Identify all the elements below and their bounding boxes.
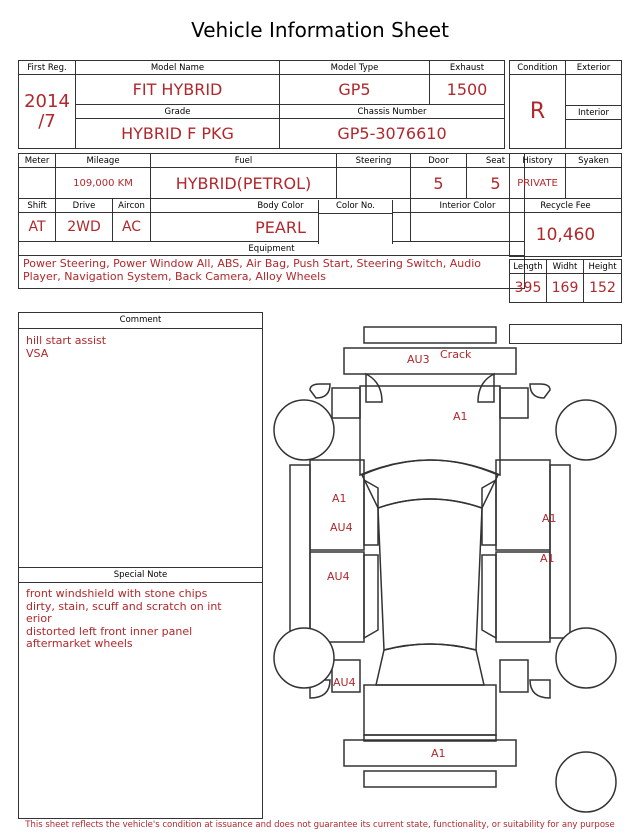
left-rear-door: [310, 552, 364, 642]
color-no-label: Color No.: [319, 200, 392, 214]
model-type-label: Model Type: [280, 61, 430, 75]
first-reg-month: /7: [38, 110, 56, 132]
length-label: Length: [510, 260, 547, 274]
shift-label: Shift: [19, 199, 56, 213]
comment-text: hill start assist VSA: [26, 334, 107, 360]
seat-value: 5: [467, 168, 525, 199]
interior-color-label: Interior Color: [411, 199, 525, 213]
height-label: Height: [584, 260, 622, 274]
fuel-value: HYBRID(PETROL): [151, 168, 337, 199]
left-front-wheel: [274, 400, 334, 460]
recycle-fee-value: 10,460: [510, 213, 622, 257]
exhaust-value: 1500: [430, 75, 505, 105]
model-type-value: GP5: [280, 75, 430, 105]
width-label: Widht: [547, 260, 584, 274]
door-value: 5: [411, 168, 467, 199]
history-value: PRIVATE: [510, 168, 566, 199]
history-label: History: [510, 154, 566, 168]
left-front-door: [310, 460, 364, 550]
mark-left-front-door: AU4: [330, 521, 353, 534]
body-color-value: PEARL: [151, 213, 411, 242]
hood-panel: [360, 386, 500, 475]
mark-front-bumper-note: Crack: [440, 348, 472, 361]
height-value: 152: [584, 274, 622, 303]
equipment-value: Power Steering, Power Window All, ABS, Air Bag, Push Start, Steering Switch, Audio Player, Navigation System, Back Camera, Alloy Wheels: [19, 256, 525, 289]
interior-value: [566, 120, 622, 149]
spare-wheel: [556, 752, 616, 812]
mark-left-rear-door: AU4: [327, 570, 350, 583]
grade-value: HYBRID F PKG: [76, 119, 280, 149]
drive-value: 2WD: [56, 213, 113, 242]
sheet-title: Vehicle Information Sheet: [191, 18, 449, 42]
left-rear-wheel: [274, 628, 334, 688]
left-sill: [290, 465, 310, 638]
seat-label: Seat: [467, 154, 525, 168]
mark-hood: A1: [453, 410, 468, 423]
condition-table: [509, 60, 622, 149]
right-a-panel: [500, 388, 528, 418]
meter-value: [19, 168, 56, 199]
exhaust-label: Exhaust: [430, 61, 505, 75]
right-rear-window: [482, 555, 496, 638]
rear-bottom-panel: [364, 771, 496, 787]
steering-value: [337, 168, 411, 199]
door-label: Door: [411, 154, 467, 168]
chassis-number-label: Chassis Number: [280, 105, 505, 119]
meter-label: Meter: [19, 154, 56, 168]
mileage-label: Mileage: [56, 154, 151, 168]
body-color-label: Body Color: [151, 199, 411, 213]
first-reg-year: 2014: [24, 90, 70, 112]
drive-label: Drive: [56, 199, 113, 213]
right-rear-quarter-lower: [500, 660, 528, 692]
right-rear-door: [496, 552, 550, 642]
left-rear-window: [364, 555, 378, 638]
model-name-value: FIT HYBRID: [76, 75, 280, 105]
mark-front-bumper: AU3: [407, 353, 430, 366]
front-grille-panel: [364, 327, 496, 343]
right-front-door: [496, 460, 550, 550]
exterior-label: Exterior: [566, 61, 622, 75]
specs-table: [18, 153, 525, 289]
right-front-wheel: [556, 400, 616, 460]
left-headlight-shape: [366, 374, 382, 402]
right-headlight-shape: [478, 374, 494, 402]
left-mirror: [310, 384, 330, 398]
right-front-window: [482, 480, 496, 545]
rear-bumper-panel: [344, 740, 516, 766]
front-bumper-panel: [344, 348, 516, 374]
mark-left-front-fender: A1: [332, 492, 347, 505]
windshield-panel: [362, 460, 498, 508]
aircon-label: Aircon: [113, 199, 151, 213]
vehicle-info-table: [18, 60, 505, 149]
special-note-text: front windshield with stone chips dirty, stain, scuff and scratch on int erior distorted left front inner panel aftermarket wheels: [26, 587, 222, 650]
exterior-value: [566, 75, 622, 106]
interior-label: Interior: [566, 106, 622, 120]
model-name-label: Model Name: [76, 61, 280, 75]
disclaimer-footer: This sheet reflects the vehicle's condition at issuance and does not guarantee its current state, functionality, or suitability for any purpose: [25, 820, 615, 830]
recycle-fee-label: Recycle Fee: [510, 199, 622, 213]
syaken-value: [566, 168, 622, 199]
history-table: [509, 153, 622, 257]
steering-label: Steering: [337, 154, 411, 168]
tailgate-panel: [364, 685, 496, 735]
special-note-label: Special Note: [19, 567, 262, 583]
condition-label: Condition: [510, 61, 566, 75]
dimensions-table: [509, 259, 622, 303]
left-front-window: [364, 480, 378, 545]
right-rear-light: [530, 680, 550, 698]
width-value: 169: [547, 274, 584, 303]
first-reg-value: [19, 75, 76, 149]
mark-right-front-door: A1: [542, 512, 557, 525]
first-reg-label: First Reg.: [19, 61, 76, 75]
color-no-cell: [318, 200, 393, 244]
length-value: 395: [510, 274, 547, 303]
mark-right-rear-door: A1: [540, 552, 555, 565]
car-damage-diagram: [270, 320, 630, 820]
notes-panel: [18, 312, 263, 819]
condition-value: R: [510, 75, 566, 149]
right-rear-wheel: [556, 628, 616, 688]
rear-window-panel: [376, 644, 484, 685]
grade-label: Grade: [76, 105, 280, 119]
roof-panel: [378, 499, 482, 650]
fuel-label: Fuel: [151, 154, 337, 168]
left-a-panel: [332, 388, 360, 418]
mark-rear-bumper: A1: [431, 747, 446, 760]
chassis-number-value: GP5-3076610: [280, 119, 505, 149]
syaken-label: Syaken: [566, 154, 622, 168]
right-mirror: [530, 384, 550, 398]
aircon-value: AC: [113, 213, 151, 242]
interior-color-value: [411, 213, 525, 242]
shift-value: AT: [19, 213, 56, 242]
mileage-value: 109,000 KM: [56, 168, 151, 199]
mark-left-rear-quarter: AU4: [333, 676, 356, 689]
equipment-label: Equipment: [19, 242, 525, 256]
comment-label: Comment: [19, 313, 262, 329]
